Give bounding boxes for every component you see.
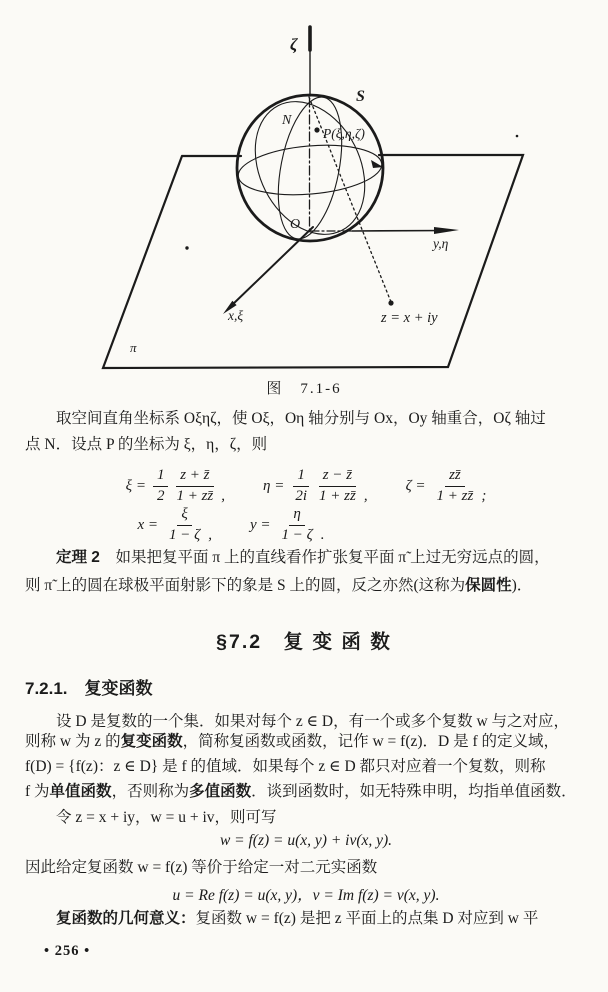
equation-tail: ; (481, 487, 487, 504)
equation-xi (126, 467, 225, 505)
fraction: $\frac{z - z̄}{1 + zz̄}$ (319, 467, 356, 504)
fraction: $\frac{\eta}{1 - \zeta}$ (281, 506, 313, 543)
body-line (25, 712, 608, 732)
equation-lhs: y = (250, 516, 271, 533)
x-axis-line (231, 227, 313, 306)
sphere-label: S (356, 88, 365, 105)
point-p-label: P(ξ,η,ζ) (323, 126, 365, 141)
equation-lhs: x = (137, 516, 159, 533)
text-segment: 则 π̃ 上的圆在球极平面射影下的象是 S 上的圆，反之亦然(这称为 (25, 577, 466, 594)
equation-tail: . (320, 526, 325, 543)
equation-lhs: ξ = (125, 477, 146, 494)
text-segment: 取空间直角坐标系 Oξηζ，使 Oξ，Oη 轴分别与 Ox，Oy 轴重合，Oζ 轴过 (56, 410, 546, 427)
equation-x (138, 506, 212, 544)
text-segment: ，简称复函数或函数，记作 w = f(z)．D 是 f 的定义域， (182, 733, 559, 750)
theorem-line (25, 548, 608, 568)
equation-row-2 (0, 504, 512, 546)
body-line (25, 808, 608, 828)
text-segment-bold: 保圆性 (465, 577, 512, 594)
text-segment: 因此给定复函数 w = f(z) 等价于给定一对二元实函数 (25, 859, 378, 876)
y-axis-arrow-icon (434, 227, 459, 234)
scan-speck (516, 135, 519, 138)
figure-riemann-sphere (0, 0, 608, 400)
equation-tail: , (221, 487, 226, 504)
display-equation: u = Re f(z) = u(x, y)，v = Im f(z) = v(x, y). (172, 887, 440, 904)
equation-row-1 (25, 463, 587, 509)
plane-outline (103, 155, 523, 368)
text-segment-bold: 单值函数 (49, 783, 112, 800)
equation-tail: , (363, 487, 368, 504)
equation-tail: , (208, 526, 212, 543)
body-line (25, 732, 587, 752)
text-segment: 设 D 是复数的一个集．如果对每个 z ∈ D，有一个或多个复数 w 与之对应， (56, 713, 570, 730)
equation-eta (263, 467, 368, 505)
body-line (25, 782, 587, 802)
point-p-marker (314, 127, 319, 132)
text-segment: f 为 (25, 783, 50, 800)
fraction: $\frac{\xi}{1 - \zeta}$ (169, 506, 201, 543)
fraction: $\frac{1}{2i}$ (295, 467, 308, 504)
text-segment-bold: 复函数的几何意义： (56, 910, 196, 927)
body-line (25, 858, 587, 878)
equation-lhs: η = (263, 477, 285, 494)
theorem-label: 定理 2 (56, 549, 100, 566)
display-equation: w = f(z) = u(x, y) + iv(x, y). (219, 832, 393, 849)
body-line (25, 409, 608, 429)
equation-zeta (406, 467, 487, 505)
point-z-label: z = x + iy (381, 310, 438, 326)
text-segment: 如果把复平面 π 上的直线看作扩张复平面 π̃ 上过无穷远点的圆， (99, 549, 550, 566)
text-segment: 点 N．设点 P 的坐标为 ξ，η，ζ，则 (25, 436, 268, 453)
equation-lhs: ζ = (405, 477, 426, 494)
page-number: • 256 • (44, 943, 91, 959)
body-line (25, 909, 608, 929)
text-segment: ，否则称为 (111, 783, 190, 800)
x-axis-label: x,ξ (228, 308, 244, 323)
text-segment: )． (511, 577, 533, 594)
origin-label: O (290, 217, 301, 232)
zeta-axis-label: ζ (290, 35, 298, 54)
body-line (25, 435, 587, 455)
fraction: $\frac{z + z̄}{1 + zz̄}$ (176, 467, 214, 504)
figure-caption: 图 7.1-6 (266, 381, 342, 397)
north-pole-label: N (282, 113, 292, 128)
text-segment: f(D) = {f(z)：z ∈ D} 是 f 的值域．如果每个 z ∈ D 都只对应着一个复数，则称 (25, 758, 546, 775)
point-z-marker (388, 300, 393, 305)
text-segment: 则称 w 为 z 的 (25, 733, 121, 750)
y-axis-label: y,η (433, 236, 449, 251)
text-segment: 令 z = x + iy，w = u + iv，则可写 (56, 809, 277, 826)
text-segment: ．谈到函数时，如无特殊申明，均指单值函数． (251, 783, 577, 800)
subsection-heading: 7.2.1. 复变函数 (25, 679, 153, 698)
plane-label: π (130, 340, 137, 355)
text-segment: 复函数 w = f(z) 是把 z 平面上的点集 D 对应到 w 平 (195, 910, 539, 927)
fraction: $\frac{1}{2}$ (153, 467, 169, 505)
fraction: $\frac{zz̄}{1 + zz̄}$ (436, 467, 474, 504)
scan-speck (185, 246, 188, 249)
text-segment-bold: 多值函数 (189, 783, 252, 800)
theorem-line (25, 576, 587, 596)
body-line (25, 757, 587, 777)
text-segment-bold: 复变函数 (120, 733, 183, 750)
section-heading: §7.2 复 变 函 数 (216, 631, 392, 653)
equation-y (250, 506, 324, 544)
